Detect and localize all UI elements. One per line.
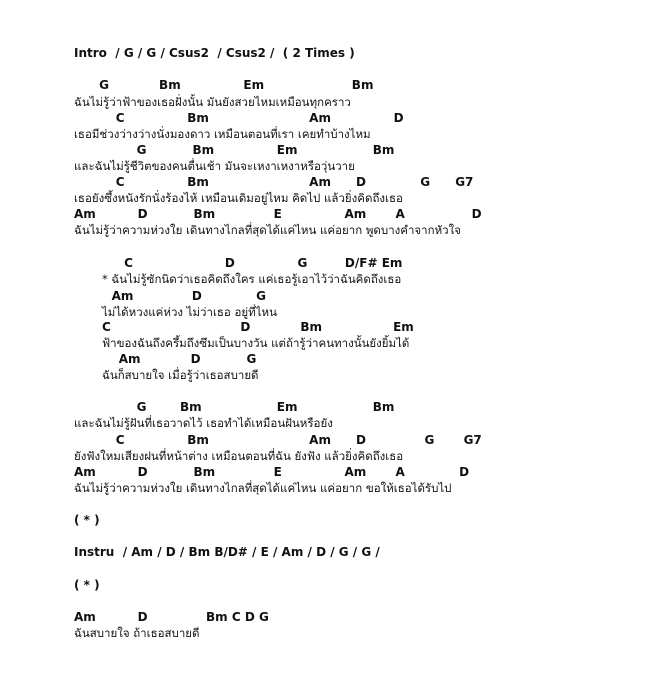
intro-line: Intro / G / G / Csus2 / Csus2 / ( 2 Times ) (74, 46, 355, 60)
chord-line: Am D G (102, 352, 257, 366)
lyric-line: และฉันไม่รู้ชีวิตของคนตื่นเช้า มันจะเหงาเหงาหรือวุ่นวาย (74, 159, 355, 173)
lyric-line: เธอมีช่วงว่างว่างนั่งมองดาว เหมือนตอนที่เรา เคยทำบ้างไหม (74, 127, 371, 141)
lyric-line: ฉันไม่รู้ว่าฟ้าของเธอฝั่งนั้น มันยังสวยไหมเหมือนทุกคราว (74, 95, 351, 109)
repeat-marker: ( * ) (74, 513, 100, 527)
lyric-line: และฉันไม่รู้ฝันที่เธอวาดไว้ เธอทำได้เหมือนฝันหรือยัง (74, 416, 333, 430)
repeat-marker: ( * ) (74, 578, 100, 592)
lyric-line: ฉันก็สบายใจ เมื่อรู้ว่าเธอสบายดี (102, 368, 259, 382)
chord-line: C Bm Am D G G7 (74, 433, 482, 447)
chord-line: G Bm Em Bm (74, 143, 395, 157)
lyric-line: ฉันสบายใจ ถ้าเธอสบายดี (74, 626, 200, 640)
chord-line: C D G D/F# Em (74, 256, 403, 270)
chord-line: Am D Bm E Am A D (74, 207, 482, 221)
lyric-line: ฉันไม่รู้ว่าความห่วงใย เดินทางไกลที่สุดได้แค่ไหน แค่อยาก พูดบางคำจากหัวใจ (74, 223, 461, 237)
chord-line: G Bm Em Bm (74, 78, 374, 92)
lyric-line: ยังฟังใหมเสียงฝนที่หน้าต่าง เหมือนตอนที่ฉัน ยังฟัง แล้วยิ่งคิดถึงเธอ (74, 449, 404, 463)
lyric-line: เธอยังซึ้งหนังรักนั่งร้องไห้ เหมือนเดิมอยู่ไหม คิดไป แล้วยิ่งคิดถึงเธอ (74, 191, 403, 205)
chord-line: Am D Bm C D G (74, 610, 269, 624)
instrumental-line: Instru / Am / D / Bm B/D# / E / Am / D / G / G / (74, 545, 380, 559)
chord-line: Am D Bm E Am A D (74, 465, 470, 479)
chord-line: Am D G (74, 289, 266, 303)
chord-line: G Bm Em Bm (74, 400, 395, 414)
lyric-line: ไม่ได้หวงแค่ห่วง ไม่ว่าเธอ อยู่ที่ไหน (102, 305, 277, 319)
lyric-line: * ฉันไม่รู้ซักนิดว่าเธอคิดถึงใคร แค่เธอรู้เอาไว้ว่าฉันคิดถึงเธอ (102, 272, 402, 286)
lyric-line: ฉันไม่รู้ว่าความห่วงใย เดินทางไกลที่สุดได้แค่ไหน แค่อยาก ขอให้เธอได้รับไป (74, 481, 452, 495)
chord-line: C Bm Am D (74, 111, 404, 125)
chord-line: C D Bm Em (102, 320, 414, 334)
chord-line: C Bm Am D G G7 (74, 175, 474, 189)
lyric-line: ฟ้าของฉันถึงครึ้มถึงซึมเป็นบางวัน แต่ถ้ารู้ว่าคนทางนั้นยังยิ้มได้ (102, 336, 410, 350)
